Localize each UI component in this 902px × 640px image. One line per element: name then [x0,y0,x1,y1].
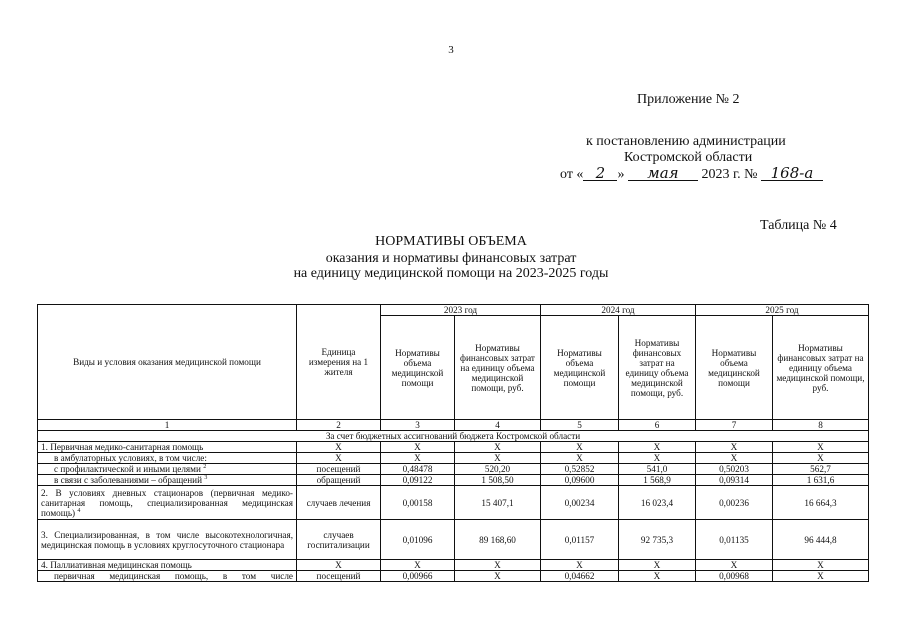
col-number: 4 [455,420,541,431]
col-number: 6 [619,420,696,431]
cell-fin-2024: 541,0 [619,464,696,475]
cell-vol-2023: 0,00966 [381,571,455,582]
page-title: НОРМАТИВЫ ОБЪЕМА [375,234,527,249]
col-number: 8 [773,420,869,431]
header-fin-2023: Нормативы финансовых затрат на единицу объема медицинской помощи, руб. [455,316,541,420]
cell-fin-2023: X [455,560,541,571]
cell-fin-2024: X [619,560,696,571]
col-number: 3 [381,420,455,431]
table-row [38,475,869,486]
table-number: Таблица № 4 [760,218,837,233]
cell-vol-2023: 0,09122 [381,475,455,486]
cell-vol-2023: 0,01096 [381,520,455,560]
header-year-2024: 2024 год [541,305,696,316]
cell-fin-2025: X [773,571,869,582]
page-number: 3 [448,44,454,56]
cell-fin-2024: X [619,571,696,582]
header-fin-2025: Нормативы финансовых затрат на единицу объема медицинской помощи, руб. [773,316,869,420]
col-number: 5 [541,420,619,431]
page-subtitle: оказания и нормативы финансовых затрат [325,251,577,266]
header-vol-2023: Нормативы объема медицинской помощи [381,316,455,420]
cell-unit: случаев госпитализации [297,520,381,560]
table-row [38,486,869,520]
cell-fin-2023: X [455,442,541,453]
col-number: 7 [696,420,773,431]
row-name: первичная медицинская помощь, в том числе [38,571,297,582]
cell-fin-2025: X [773,453,869,464]
table-row [38,560,869,571]
cell-vol-2023: X [381,442,455,453]
section-header: За счет бюджетных ассигнований бюджета Костромской области [38,431,869,442]
header-vol-2025: Нормативы объема медицинской помощи [696,316,773,420]
cell-vol-2025: 0,50203 [696,464,773,475]
cell-vol-2025: 0,09314 [696,475,773,486]
cell-vol-2024: X [541,560,619,571]
header-year-2025: 2025 год [696,305,869,316]
cell-vol-2024: X [541,442,619,453]
col-number: 2 [297,420,381,431]
footnote-ref: 4 [77,507,81,514]
footnote-ref: 3 [204,474,208,481]
cell-fin-2023: X [455,453,541,464]
date-line [560,166,823,183]
cell-fin-2025: 16 664,3 [773,486,869,520]
header-fin-2024: Нормативы финансовых затрат на единицу объема медицинской помощи, руб. [619,316,696,420]
page-subtitle-2: на единицу медицинской помощи на 2023-2025 годы [293,266,609,281]
region-line: Костромской области [624,150,753,165]
cell-fin-2023: 89 168,60 [455,520,541,560]
cell-fin-2025: 562,7 [773,464,869,475]
header-vol-2024: Нормативы объема медицинской помощи [541,316,619,420]
cell-unit: посещений [297,464,381,475]
norms-table [37,304,869,582]
appendix-label: Приложение № 2 [637,92,740,107]
header-year-2023: 2023 год [381,305,541,316]
cell-vol-2024: 0,52852 [541,464,619,475]
cell-fin-2024: X [619,442,696,453]
cell-vol-2024: X [541,453,619,464]
cell-vol-2024: 0,01157 [541,520,619,560]
col-number: 1 [38,420,297,431]
cell-fin-2023: 520,20 [455,464,541,475]
date-mid: » [617,167,625,182]
date-year: 2023 г. № [701,167,758,182]
row-name: 2. В условиях дневных стационаров (первичная медико-санитарная помощь, специализированная медицинская помощь) $^4$ [38,486,297,520]
cell-fin-2023: X [455,571,541,582]
table-row [38,464,869,475]
cell-fin-2024: 16 023,4 [619,486,696,520]
doc-number: 168-а [761,166,823,181]
cell-fin-2025: 96 444,8 [773,520,869,560]
cell-fin-2025: 1 631,6 [773,475,869,486]
cell-unit: обращений [297,475,381,486]
row-name: с профилактической и иными целями $^2$ [38,464,297,475]
date-prefix: от « [560,167,584,182]
row-name: 1. Первичная медико-санитарная помощь [38,442,297,453]
table-row [38,453,869,464]
footnote-ref: 2 [203,463,207,470]
row-name: 3. Специализированная, в том числе высокотехнологичная, медицинская помощь в условиях круглосуточного стационара [38,520,297,560]
table-row [38,571,869,582]
cell-vol-2025: X [696,560,773,571]
cell-unit: X [297,442,381,453]
cell-vol-2024: 0,00234 [541,486,619,520]
row-name: в амбулаторных условиях, в том числе: [38,453,297,464]
cell-fin-2024: 92 735,3 [619,520,696,560]
cell-vol-2023: 0,48478 [381,464,455,475]
cell-vol-2023: X [381,560,455,571]
cell-vol-2025: 0,00968 [696,571,773,582]
header-type: Виды и условия оказания медицинской помощи [38,305,297,420]
table-row [38,442,869,453]
cell-fin-2025: X [773,442,869,453]
cell-vol-2023: 0,00158 [381,486,455,520]
date-day: 2 [583,166,617,181]
cell-unit: посещений [297,571,381,582]
decree-line: к постановлению администрации [586,134,786,149]
cell-unit: X [297,560,381,571]
cell-vol-2025: 0,01135 [696,520,773,560]
cell-unit: случаев лечения [297,486,381,520]
table-row [38,520,869,560]
header-unit: Единица измерения на 1 жителя [297,305,381,420]
cell-vol-2025: X [696,453,773,464]
cell-fin-2024: X [619,453,696,464]
cell-fin-2023: 1 508,50 [455,475,541,486]
cell-vol-2024: 0,04662 [541,571,619,582]
cell-fin-2024: 1 568,9 [619,475,696,486]
cell-fin-2025: X [773,560,869,571]
cell-vol-2025: X [696,442,773,453]
cell-unit: X [297,453,381,464]
row-name: в связи с заболеваниями – обращений $^3$ [38,475,297,486]
cell-vol-2025: 0,00236 [696,486,773,520]
cell-vol-2024: 0,09600 [541,475,619,486]
date-month: мая [628,166,698,181]
cell-vol-2023: X [381,453,455,464]
row-name: 4. Паллиативная медицинская помощь [38,560,297,571]
cell-fin-2023: 15 407,1 [455,486,541,520]
